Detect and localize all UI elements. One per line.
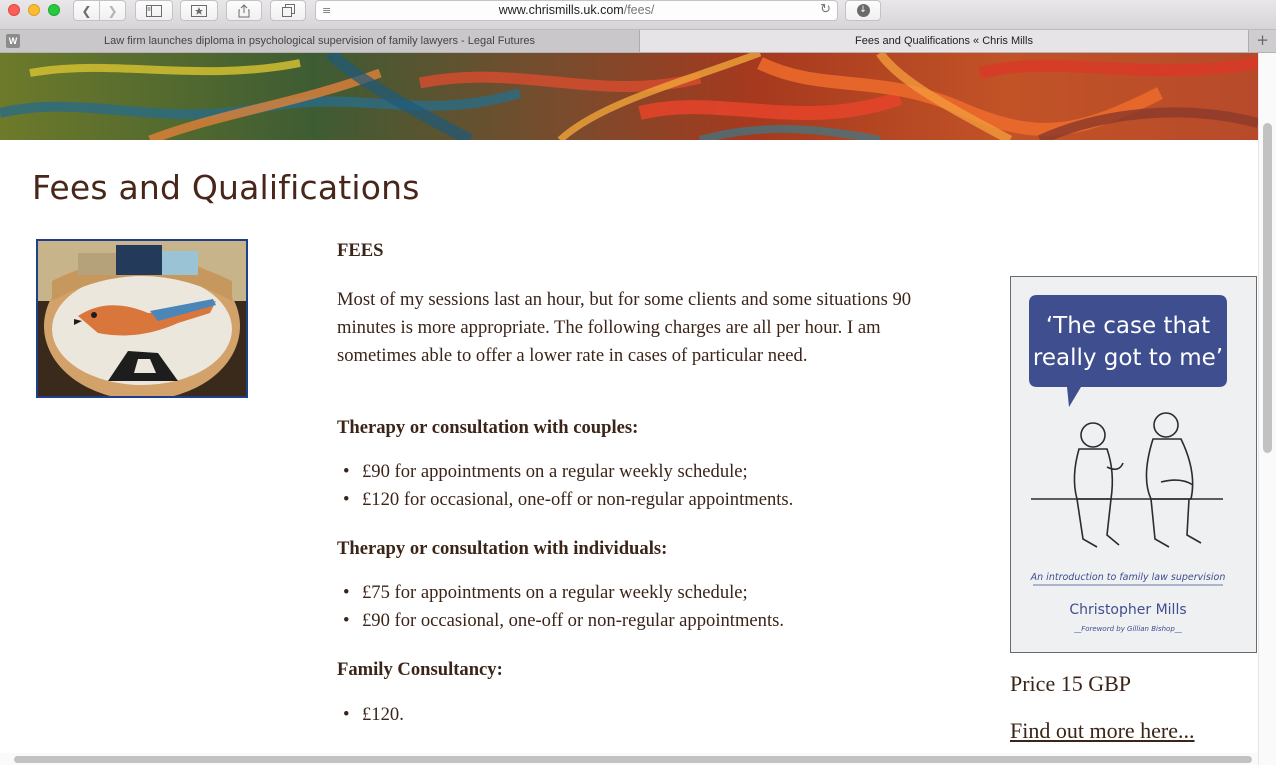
back-button[interactable] (73, 0, 100, 21)
bookmarks-icon (191, 5, 207, 17)
book-author: Christopher Mills (1069, 602, 1187, 618)
browser-toolbar (0, 0, 1276, 30)
share-button[interactable] (226, 0, 262, 21)
book-price: Price 15 GBP (1010, 671, 1131, 696)
individuals-heading: Therapy or consultation with individuals: (337, 538, 668, 559)
forward-button[interactable] (99, 0, 126, 21)
new-tab-button[interactable] (1248, 30, 1276, 52)
couples-fee-list (337, 458, 793, 514)
tab-legal-futures[interactable] (0, 30, 640, 52)
horizontal-scroll-thumb[interactable] (14, 756, 1252, 763)
tab-fees-and-qualifications[interactable] (640, 30, 1248, 52)
tab-bar (0, 30, 1276, 53)
tab-label: Fees and Qualifications « Chris Mills (855, 35, 1033, 47)
tab-label: Law firm launches diploma in psychological supervision of family lawyers - Legal Futures (103, 35, 536, 47)
pottery-image (36, 239, 248, 398)
url-path: /fees/ (623, 3, 655, 17)
book-foreword: __Foreword by Gillian Bishop__ (1074, 625, 1182, 633)
url-text (316, 3, 837, 17)
plus-icon: + (1256, 31, 1269, 49)
header-banner-image (0, 53, 1258, 140)
fees-intro-paragraph: Most of my sessions last an hour, but for some clients and some situations 90 minutes is more appropriate. The following charges are all per hour. I am sometimes able to offer a lower rate in cases of particular need. (337, 289, 912, 366)
individuals-fee-list (337, 579, 784, 635)
fees-heading: FEES (337, 240, 384, 261)
list-item: • £90 for appointments on a regular weekly schedule; (337, 458, 793, 486)
list-item: • £120 for occasional, one-off or non-regular appointments. (337, 486, 793, 514)
page-viewport (0, 53, 1276, 765)
couples-heading: Therapy or consultation with couples: (337, 417, 639, 438)
forward-icon: ❯ (107, 3, 118, 18)
book-title-line2: really got to me’ (1032, 345, 1224, 371)
bookmarks-button[interactable] (180, 0, 218, 21)
close-window-button[interactable] (8, 4, 20, 16)
list-item: • £75 for appointments on a regular weekly schedule; (337, 579, 784, 607)
sidebar-button[interactable] (135, 0, 173, 21)
address-bar[interactable] (315, 0, 838, 21)
share-icon (238, 4, 250, 18)
zoom-window-button[interactable] (48, 4, 60, 16)
family-consultancy-heading: Family Consultancy: (337, 659, 503, 680)
book-subtitle: An introduction to family law supervision (1030, 572, 1226, 583)
downloads-button[interactable] (845, 0, 881, 21)
vertical-scrollbar[interactable] (1258, 53, 1276, 765)
reader-icon[interactable]: ≡ (322, 4, 332, 17)
vertical-scroll-thumb[interactable] (1263, 123, 1272, 453)
list-item: • £90 for occasional, one-off or non-regular appointments. (337, 607, 784, 635)
downloads-icon: ↓ (857, 4, 870, 17)
tabs-overview-icon (282, 4, 295, 17)
tabs-overview-button[interactable] (270, 0, 306, 21)
back-icon: ❮ (81, 3, 92, 18)
minimize-window-button[interactable] (28, 4, 40, 16)
page-title: Fees and Qualifications (32, 168, 420, 207)
reload-icon[interactable]: ↻ (820, 2, 831, 17)
family-consultancy-fee-list (337, 701, 404, 729)
horizontal-scrollbar[interactable] (0, 753, 1258, 765)
book-cover-image[interactable] (1010, 276, 1257, 653)
list-item: • £120. (337, 701, 404, 729)
sidebar-icon (146, 5, 162, 17)
url-host: www.chrismills.uk.com (498, 3, 624, 17)
favicon-icon: W (6, 34, 20, 48)
book-title-line1: ‘The case that (1045, 313, 1211, 339)
find-out-more-link[interactable]: Find out more here... (1010, 718, 1195, 743)
